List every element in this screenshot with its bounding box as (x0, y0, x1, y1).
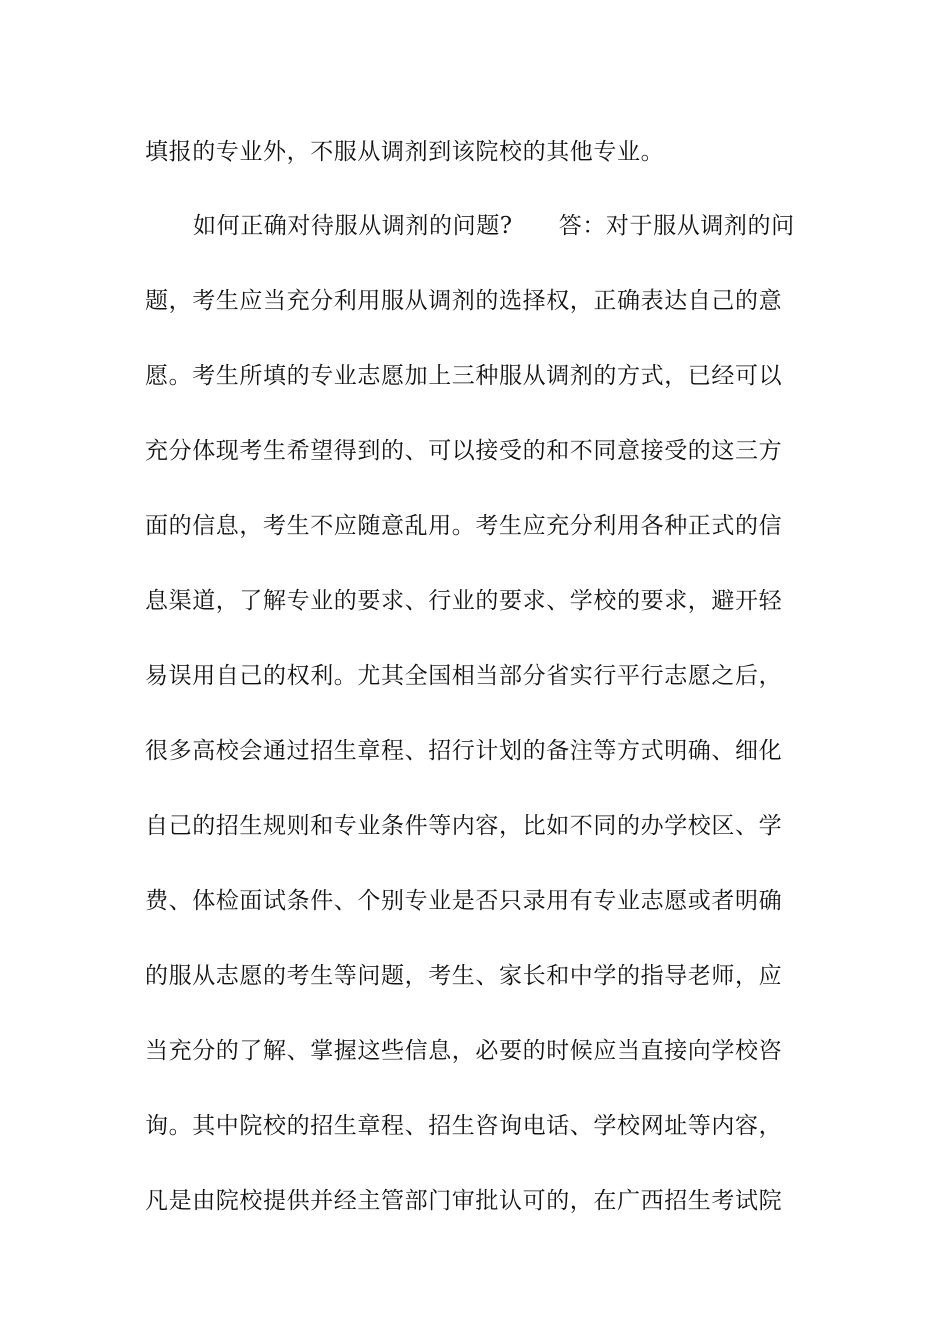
paragraph-line-11: 费、体检面试条件、个别专业是否只录用有专业志愿或者明确 (145, 888, 783, 914)
paragraph-line-10: 自己的招生规则和专业条件等内容，比如不同的办学校区、学 (145, 813, 783, 839)
paragraph-line-1: 填报的专业外，不服从调剂到该院校的其他专业。 (145, 139, 665, 165)
paragraph-line-12: 的服从志愿的考生等问题，考生、家长和中学的指导老师，应 (145, 963, 783, 989)
paragraph-line-13: 当充分的了解、掌握这些信息，必要的时候应当直接向学校咨 (145, 1038, 783, 1064)
paragraph-line-7: 息渠道，了解专业的要求、行业的要求、学校的要求，避开轻 (145, 588, 783, 614)
paragraph-line-3: 题，考生应当充分利用服从调剂的选择权，正确表达自己的意 (145, 288, 783, 314)
paragraph-line-5: 充分体现考生希望得到的、可以接受的和不同意接受的这三方 (145, 438, 783, 464)
paragraph-line-8: 易误用自己的权利。尤其全国相当部分省实行平行志愿之后， (145, 663, 783, 689)
paragraph-line-4: 愿。考生所填的专业志愿加上三种服从调剂的方式，已经可以 (145, 363, 783, 389)
paragraph-line-14: 询。其中院校的招生章程、招生咨询电话、学校网址等内容， (145, 1113, 783, 1139)
question-text: 如何正确对待服从调剂的问题? (193, 213, 513, 239)
paragraph-line-15: 凡是由院校提供并经主管部门审批认可的，在广西招生考试院 (145, 1188, 783, 1214)
question-line (193, 211, 863, 241)
answer-start-text: 答：对于服从调剂的问 (558, 213, 795, 239)
paragraph-line-9: 很多高校会通过招生章程、招行计划的备注等方式明确、细化 (145, 738, 783, 764)
paragraph-line-6: 面的信息，考生不应随意乱用。考生应充分利用各种正式的信 (145, 513, 783, 539)
